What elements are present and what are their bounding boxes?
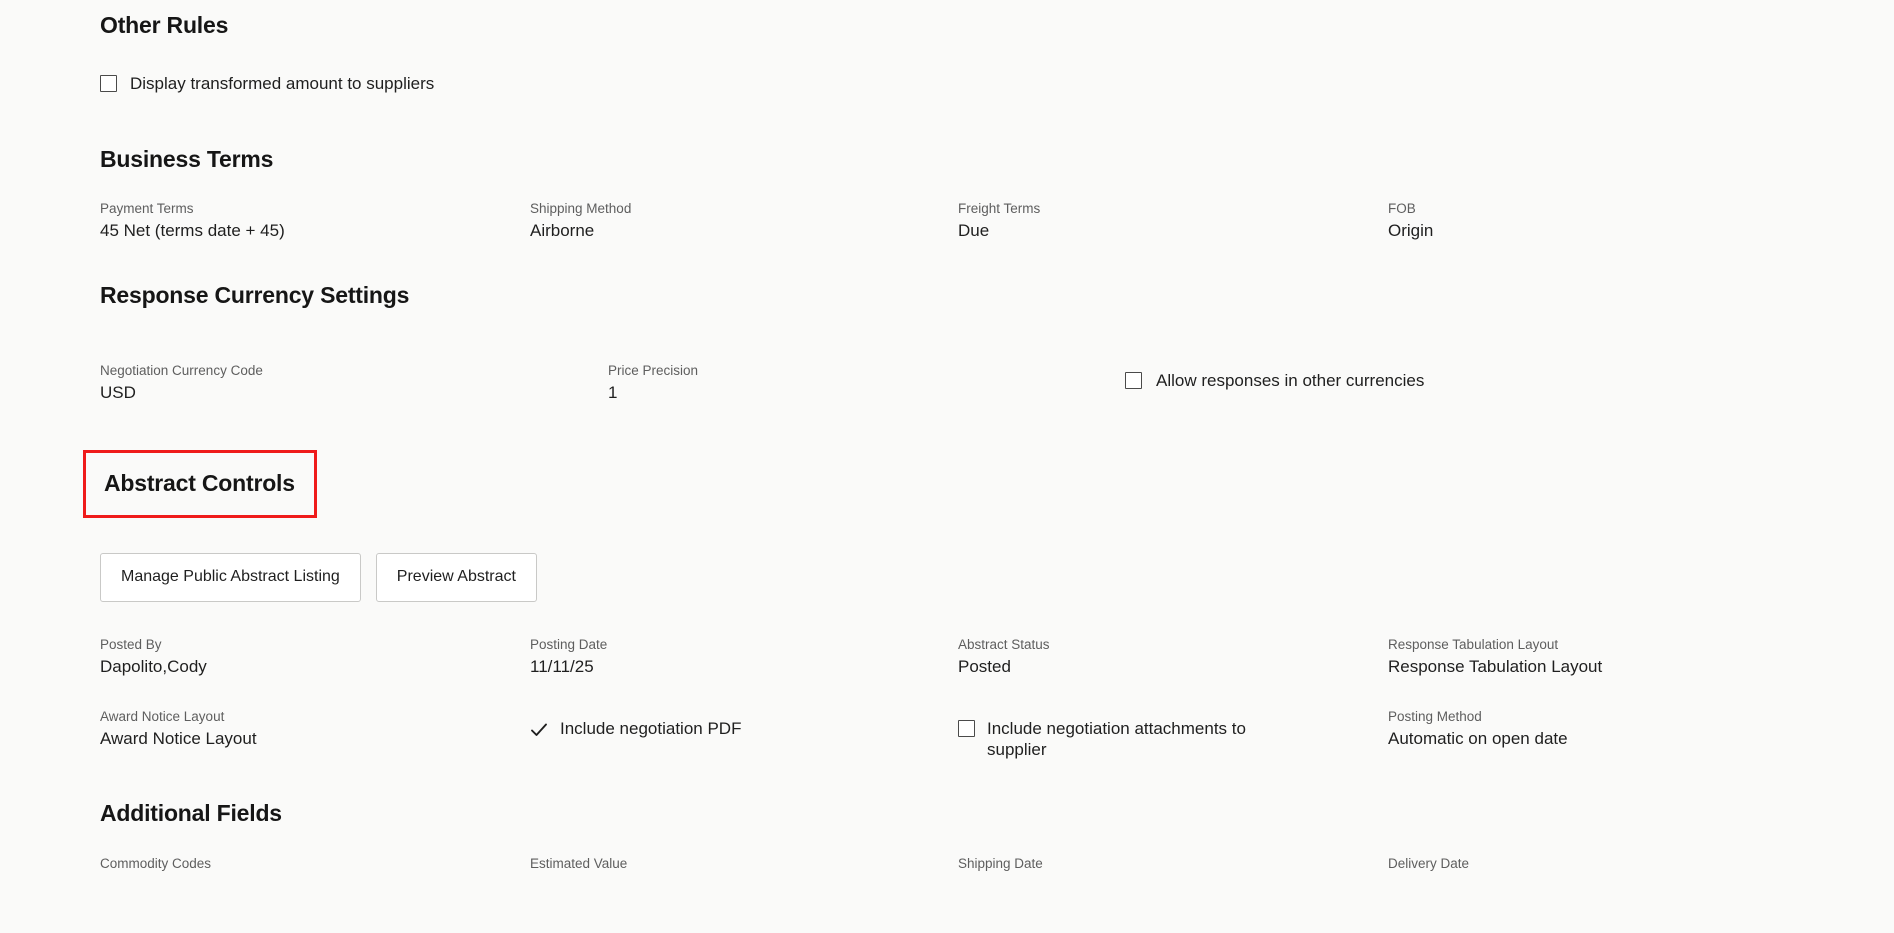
field-label: Estimated Value	[530, 856, 628, 871]
field-label: Posting Method	[1388, 709, 1482, 724]
checkbox-box-icon[interactable]	[958, 720, 975, 737]
checkbox-include-negotiation-pdf[interactable]	[530, 708, 958, 760]
response-currency-grid	[100, 362, 1800, 404]
highlight-box-abstract-controls	[83, 450, 317, 518]
checkbox-label: Include negotiation attachments to supplier	[987, 719, 1246, 759]
preview-abstract-button[interactable]: Preview Abstract	[376, 553, 537, 602]
field-response-tabulation-layout	[1388, 636, 1800, 678]
field-freight-terms	[958, 200, 1388, 242]
field-label: Posted By	[100, 637, 162, 652]
field-negotiation-currency-code	[100, 362, 608, 404]
checkbox-include-negotiation-attachments[interactable]	[958, 708, 1388, 760]
field-label: Response Tabulation Layout	[1388, 637, 1559, 652]
field-label: Posting Date	[530, 637, 608, 652]
section-heading-response-currency-settings: Response Currency Settings	[100, 282, 410, 308]
field-posted-by	[100, 636, 530, 678]
checkbox-box-icon[interactable]	[100, 75, 117, 92]
field-value: 1	[608, 383, 618, 402]
field-value: 45 Net (terms date + 45)	[100, 221, 285, 240]
field-value: Origin	[1388, 221, 1434, 240]
field-delivery-date	[1388, 855, 1800, 875]
field-label: Payment Terms	[100, 201, 194, 216]
additional-fields-grid	[100, 855, 1800, 875]
field-label: Freight Terms	[958, 201, 1041, 216]
section-heading-abstract-controls: Abstract Controls	[104, 470, 295, 496]
checkbox-allow-other-currencies[interactable]	[1125, 362, 1625, 404]
field-posting-date	[530, 636, 958, 678]
field-price-precision	[608, 362, 1125, 404]
manage-public-abstract-listing-button[interactable]: Manage Public Abstract Listing	[100, 553, 361, 602]
field-value: Due	[958, 221, 990, 240]
field-award-notice-layout	[100, 708, 530, 760]
field-commodity-codes	[100, 855, 530, 875]
checkbox-label: Display transformed amount to suppliers	[130, 74, 435, 93]
field-label: Shipping Date	[958, 856, 1043, 871]
field-label: FOB	[1388, 201, 1416, 216]
abstract-controls-grid	[100, 636, 1800, 760]
field-label: Commodity Codes	[100, 856, 212, 871]
field-value: Award Notice Layout	[100, 729, 257, 748]
field-label: Price Precision	[608, 363, 699, 378]
checkbox-display-transformed-amount[interactable]	[100, 73, 434, 94]
abstract-controls-button-row	[100, 553, 537, 602]
field-shipping-date	[958, 855, 1388, 875]
field-posting-method	[1388, 708, 1800, 760]
field-value: Posted	[958, 657, 1011, 676]
checkbox-label: Allow responses in other currencies	[1156, 371, 1425, 390]
field-label: Abstract Status	[958, 637, 1050, 652]
field-label: Shipping Method	[530, 201, 632, 216]
field-value: Response Tabulation Layout	[1388, 657, 1603, 676]
field-value: 11/11/25	[530, 657, 594, 676]
section-heading-business-terms: Business Terms	[100, 146, 274, 172]
field-abstract-status	[958, 636, 1388, 678]
field-payment-terms	[100, 200, 530, 242]
field-fob	[1388, 200, 1800, 242]
field-value: Automatic on open date	[1388, 729, 1568, 748]
checkbox-label: Include negotiation PDF	[560, 719, 742, 738]
field-value: Airborne	[530, 221, 595, 240]
field-estimated-value	[530, 855, 958, 875]
field-value: Dapolito,Cody	[100, 657, 207, 676]
field-label: Award Notice Layout	[100, 709, 225, 724]
field-label: Negotiation Currency Code	[100, 363, 263, 378]
checkbox-box-icon[interactable]	[1125, 372, 1142, 389]
field-value: USD	[100, 383, 136, 402]
field-label: Delivery Date	[1388, 856, 1470, 871]
section-heading-other-rules: Other Rules	[100, 12, 229, 38]
checkmark-icon	[530, 721, 548, 739]
business-terms-grid	[100, 200, 1800, 242]
section-heading-additional-fields: Additional Fields	[100, 800, 282, 826]
field-shipping-method	[530, 200, 958, 242]
